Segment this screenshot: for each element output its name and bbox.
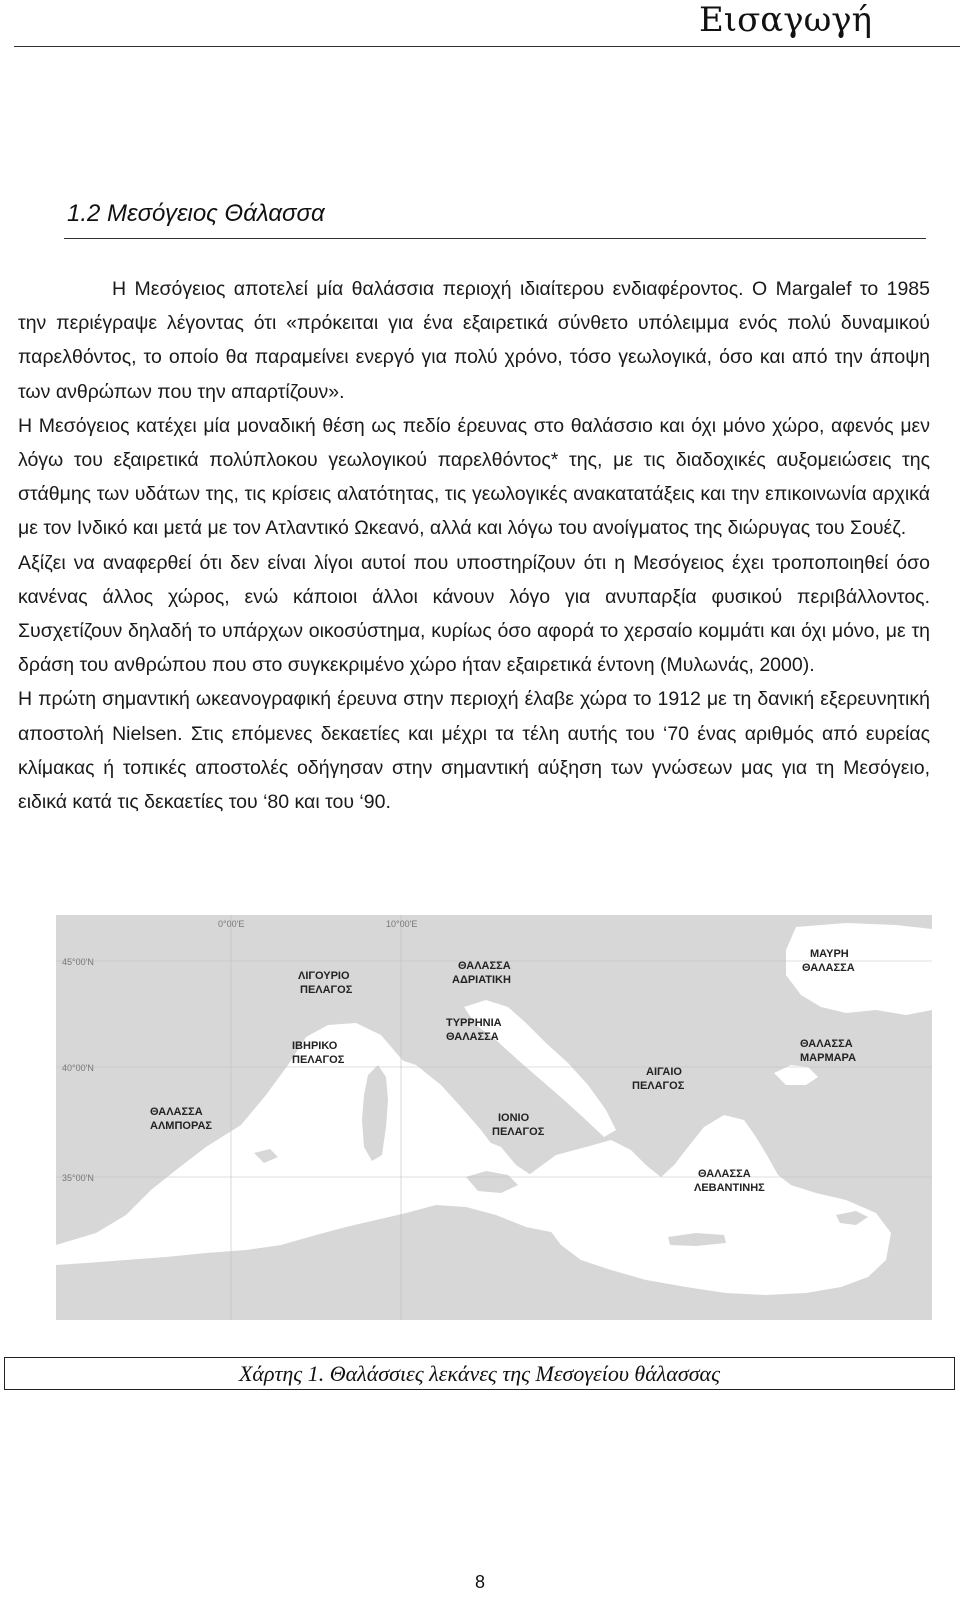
tick-top-0: 0°00'E (218, 919, 245, 929)
map-caption: Χάρτης 1. Θαλάσσιες λεκάνες της Μεσογείου θάλασσας (238, 1361, 721, 1386)
tick-left-40: 40°00'N (62, 1063, 94, 1073)
chapter-title: Εισαγωγή (698, 0, 872, 40)
label-tyrrhenian-2: ΘΑΛΑΣΣΑ (446, 1031, 499, 1043)
label-levantine-2: ΛΕΒΑΝΤΙΝΗΣ (694, 1182, 765, 1194)
paragraph-3: Αξίζει να αναφερθεί ότι δεν είναι λίγοι αυτοί που υποστηρίζουν ότι η Μεσόγειος έχει τροποποιηθεί όσο κανένας άλλος χώρος, ενώ κάποιοι άλλοι κάνουν λόγο για ανυπαρξία φυσικού περιβάλλοντος. Συσχετίζουν δηλαδή το υπάρχων οικοσύστημα, κυρίως όσο αφορά το χερσαίο κομμάτι και όχι μόνο, με τη δράση του ανθρώπου που στο συγκεκριμένο χώρο ήταν εξαιρετικά έντονη (Μυλωνάς, 2000). (18, 551, 930, 677)
mediterranean-map (56, 915, 932, 1320)
header-divider (14, 46, 960, 47)
label-adriatic-2: ΑΔΡΙΑΤΙΚΗ (452, 974, 511, 986)
paragraph-1: Η Μεσόγειος αποτελεί μία θαλάσσια περιοχή ιδιαίτερου ενδιαφέροντος. Ο Margalef το 1985 την περιέγραψε λέγοντας ότι «πρόκειται για ένα εξαιρετικά σύνθετο υπόλειμμα ενός πολύ δυναμικού παρελθόντος, το οποίο θα παραμείνει ενεργό για πολύ χρόνο, τόσο γεωλογικά, όσο και από την άποψη των ανθρώπων που την απαρτίζουν». (18, 278, 930, 403)
label-levantine-1: ΘΑΛΑΣΣΑ (698, 1168, 751, 1180)
label-alboran-1: ΘΑΛΑΣΣΑ (150, 1106, 203, 1118)
label-ligurian-2: ΠΕΛΑΓΟΣ (300, 984, 353, 996)
label-marmara-2: ΜΑΡΜΑΡΑ (800, 1052, 857, 1064)
label-ionian-1: ΙΟΝΙΟ (498, 1112, 530, 1124)
section-heading: 1.2 Μεσόγειος Θάλασσα (67, 200, 325, 227)
paragraph-2: Η Μεσόγειος κατέχει μία μοναδική θέση ως πεδίο έρευνας στο θαλάσσιο και όχι μόνο χώρο, αφενός μεν λόγω του εξαιρετικά πολύπλοκου γεωλογικού παρελθόντος* της, με τις διαδοχικές αυξομειώσεις της στάθμης των υδάτων της, τις κρίσεις αλατότητας, τις γεωλογικές ανακατατάξεις και την επικοινωνία αρχικά με τον Ινδικό και μετά με τον Ατλαντικό Ωκεανό, αλλά και λόγω του ανοίγματος της διώρυγας του Σουέζ. (18, 414, 930, 540)
label-tyrrhenian-1: ΤΥΡΡΗΝΙΑ (446, 1017, 502, 1029)
tick-top-10: 10°00'E (386, 919, 418, 929)
label-alboran-2: ΑΛΜΠΟΡΑΣ (150, 1120, 213, 1132)
map-svg (56, 915, 932, 1320)
map-caption-box (4, 1357, 955, 1390)
label-iberian-1: ΙΒΗΡΙΚΟ (292, 1040, 338, 1052)
label-ionian-2: ΠΕΛΑΓΟΣ (492, 1126, 545, 1138)
label-aegean-1: ΑΙΓΑΙΟ (646, 1066, 682, 1078)
tick-left-35: 35°00'N (62, 1173, 94, 1183)
label-marmara-1: ΘΑΛΑΣΣΑ (800, 1038, 853, 1050)
section-divider (64, 238, 926, 239)
label-ligurian-1: ΛΙΓΟΥΡΙΟ (298, 970, 350, 982)
label-black-2: ΘΑΛΑΣΣΑ (802, 962, 855, 974)
page-number: 8 (474, 1572, 485, 1592)
body-text (18, 272, 930, 819)
tick-left-45: 45°00'N (62, 957, 94, 967)
paragraph-4: Η πρώτη σημαντική ωκεανογραφική έρευνα στην περιοχή έλαβε χώρα το 1912 με τη δανική εξερευνητική αποστολή Nielsen. Στις επόμενες δεκαετίες και μέχρι τα τέλη αυτής του ‘70 ένας αριθμός από ευρείας κλίμακας ή τοπικές αποστολές οδήγησαν στην σημαντική αύξηση των γνώσεων μας για τη Μεσόγειο, ειδικά κατά τις δεκαετίες του ‘80 και του ‘90. (18, 688, 930, 814)
label-iberian-2: ΠΕΛΑΓΟΣ (292, 1054, 345, 1066)
label-black-1: ΜΑΥΡΗ (810, 948, 849, 960)
label-adriatic-1: ΘΑΛΑΣΣΑ (458, 960, 511, 972)
label-aegean-2: ΠΕΛΑΓΟΣ (632, 1080, 685, 1092)
